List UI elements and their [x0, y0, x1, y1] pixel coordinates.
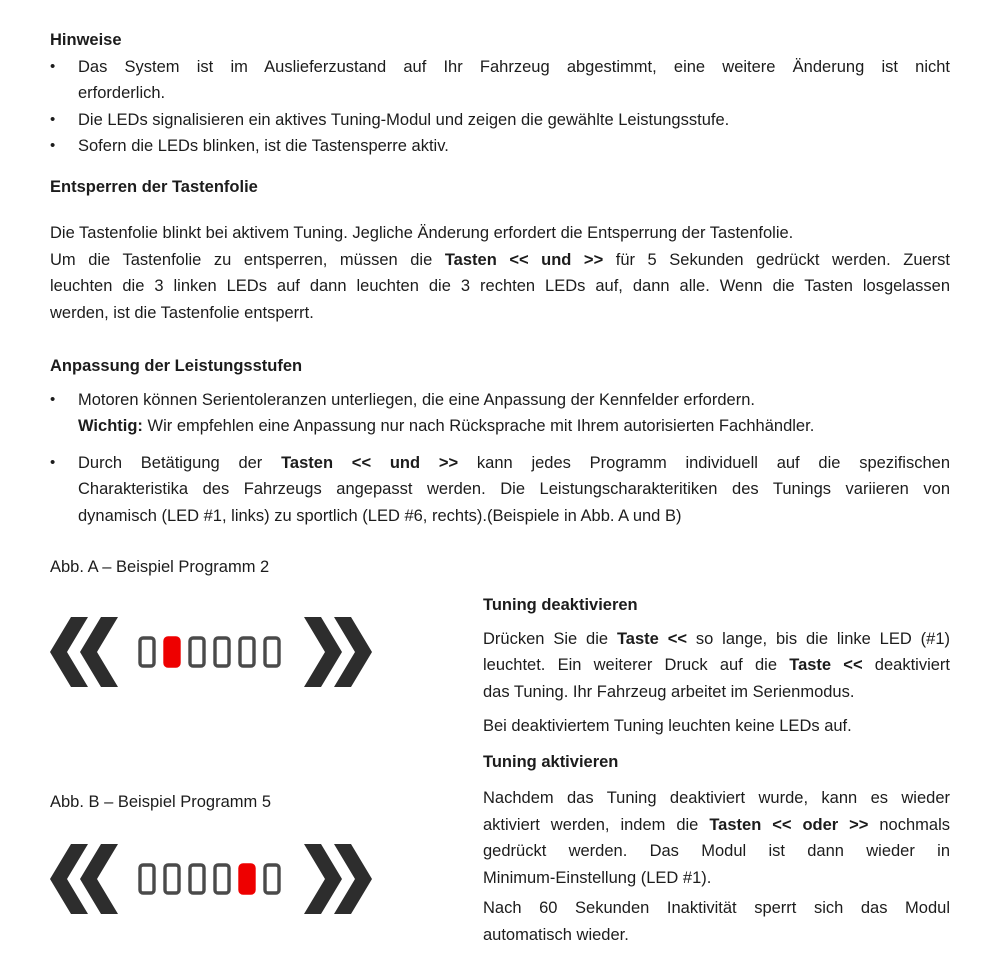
- chevron-double-left-icon: [50, 617, 118, 687]
- text-line: [78, 387, 950, 414]
- bullet-dot-icon: •: [50, 110, 56, 128]
- text-run: Charakteristika des Fahrzeugs angepasst werden. Die Leistungscharakteritiken des Tunings variieren von: [78, 480, 950, 498]
- text-run: kann jedes Programm individuell auf die spezifischen: [458, 453, 950, 472]
- text-run: Motoren können Serientoleranzen unterliegen, die eine Anpassung der Kennfelder erfordern.: [78, 390, 755, 409]
- led-indicator: [215, 638, 229, 666]
- bullet-text: [78, 107, 950, 134]
- text-line: [50, 300, 950, 327]
- text-line: [78, 80, 950, 107]
- text-run: aktiviert werden, indem die: [483, 815, 710, 834]
- text-run: Um die Tastenfolie zu entsperren, müssen die: [50, 250, 445, 269]
- text-run: Nachdem das Tuning deaktiviert wurde, kann es wieder: [483, 789, 950, 807]
- bold-text-run: Taste <<: [616, 629, 687, 648]
- led-indicator: [190, 865, 204, 893]
- led-row: [140, 865, 279, 893]
- text-run: Bei deaktiviertem Tuning leuchten keine LEDs auf.: [483, 717, 852, 735]
- heading-anpassung: Anpassung der Leistungsstufen: [50, 357, 303, 375]
- text-run: werden, ist die Tastenfolie entsperrt.: [50, 303, 314, 322]
- section-entsperren: [50, 174, 950, 327]
- instructions-column: [483, 592, 950, 948]
- text-run: das Tuning. Ihr Fahrzeug arbeitet im Serienmodus.: [483, 682, 855, 701]
- bold-text-run: Wichtig:: [78, 417, 143, 435]
- chevron-double-right-icon: [304, 844, 372, 914]
- text-line: [78, 450, 950, 477]
- text-run: Sofern die LEDs blinken, ist die Tastensperre aktiv.: [78, 137, 449, 155]
- text-line: [50, 220, 950, 247]
- bold-text-run: Tasten << und >>: [281, 453, 459, 472]
- led-indicator: [240, 638, 254, 666]
- bullet-dot-icon: •: [50, 453, 56, 471]
- text-run: Wir empfehlen eine Anpassung nur nach Rücksprache mit Ihrem autorisierten Fachhändler.: [142, 417, 815, 435]
- bullet-text: [78, 54, 950, 107]
- led-indicator: [265, 638, 279, 666]
- text-run: Drücken Sie die: [483, 629, 617, 648]
- led-indicator: [140, 865, 154, 893]
- text-line: [483, 865, 950, 892]
- heading-tuning-deaktivieren: Tuning deaktivieren: [483, 596, 638, 614]
- paragraph: [483, 713, 950, 740]
- led-display-figure-b: [50, 844, 374, 914]
- paragraph: [50, 220, 950, 326]
- text-run: Die LEDs signalisieren ein aktives Tuning-Modul und zeigen die gewählte Leistungsstufe.: [78, 110, 730, 129]
- text-run: gedrückt werden. Das Modul ist dann wieder in: [483, 842, 950, 860]
- chevron-double-left-icon: [50, 844, 118, 914]
- figure-column: [50, 554, 483, 914]
- text-run: Nach 60 Sekunden Inaktivität sperrt sich das Modul: [483, 899, 950, 917]
- figures-and-instructions-region: [50, 554, 950, 964]
- text-line: [50, 247, 950, 274]
- text-line: [483, 679, 950, 706]
- bullet-text: [78, 387, 950, 440]
- bullet-dot-icon: •: [50, 57, 56, 75]
- section-hinweise: [50, 27, 950, 160]
- bullet-item: [50, 54, 950, 107]
- text-run: automatisch wieder.: [483, 925, 629, 944]
- text-run: deaktiviert: [862, 656, 950, 674]
- bullet-text: [78, 133, 950, 160]
- section-anpassung: [50, 353, 950, 529]
- text-line: [483, 713, 950, 740]
- bullet-item: [50, 387, 950, 440]
- led-indicator: [240, 865, 254, 893]
- led-indicator: [165, 865, 179, 893]
- bold-text-run: Taste <<: [789, 656, 863, 674]
- paragraph: [483, 895, 950, 948]
- text-line: [483, 626, 950, 653]
- bullet-item: [50, 450, 950, 530]
- text-run: für 5 Sekunden gedrückt werden. Zuerst: [603, 250, 950, 269]
- text-line: [483, 812, 950, 839]
- bold-text-run: Tasten << oder >>: [709, 815, 869, 834]
- text-line: [78, 133, 950, 160]
- led-indicator: [215, 865, 229, 893]
- text-run: dynamisch (LED #1, links) zu sportlich (LED #6, rechts).(Beispiele in Abb. A und B): [78, 506, 682, 525]
- bullet-text: [78, 450, 950, 530]
- text-line: [78, 107, 950, 134]
- text-run: erforderlich.: [78, 84, 166, 102]
- text-run: leuchten die 3 linken LEDs auf dann leuchten die 3 rechten LEDs auf, dann alle. Wenn die Tasten losgelassen: [50, 277, 950, 295]
- chevron-double-right-icon: [304, 617, 372, 687]
- bullet-item: [50, 107, 950, 134]
- figure-b-label: Abb. B – Beispiel Programm 5: [50, 792, 272, 811]
- paragraph: [483, 785, 950, 891]
- bold-text-run: Tasten << und >>: [444, 250, 604, 269]
- text-run: so lange, bis die linke LED (#1): [686, 629, 951, 648]
- text-line: [483, 895, 950, 922]
- led-indicator: [140, 638, 154, 666]
- paragraph: [483, 626, 950, 706]
- text-line: [483, 838, 950, 865]
- text-line: [483, 652, 950, 679]
- figure-a-label: Abb. A – Beispiel Programm 2: [50, 558, 270, 576]
- heading-entsperren: Entsperren der Tastenfolie: [50, 177, 258, 196]
- bullet-dot-icon: •: [50, 390, 56, 408]
- bullet-item: [50, 133, 950, 160]
- text-run: Die Tastenfolie blinkt bei aktivem Tuning. Jegliche Änderung erfordert die Entsperrung der Tastenfolie.: [50, 224, 794, 242]
- text-run: leuchtet. Ein weiterer Druck auf die: [483, 656, 790, 674]
- text-run: Minimum-Einstellung (LED #1).: [483, 868, 712, 887]
- text-run: Durch Betätigung der: [78, 453, 282, 472]
- led-indicator: [190, 638, 204, 666]
- bullet-dot-icon: •: [50, 137, 56, 154]
- led-indicator: [265, 865, 279, 893]
- led-indicator: [165, 638, 179, 666]
- heading-tuning-aktivieren: Tuning aktivieren: [483, 753, 619, 771]
- text-line: [50, 273, 950, 300]
- text-line: [483, 922, 950, 949]
- led-row: [140, 638, 279, 666]
- text-line: [78, 413, 950, 440]
- text-line: [78, 476, 950, 503]
- text-line: [78, 54, 950, 81]
- text-line: [78, 503, 950, 530]
- text-run: Das System ist im Auslieferzustand auf Ihr Fahrzeug abgestimmt, eine weitere Änderung ist nicht: [78, 57, 950, 76]
- heading-hinweise: Hinweise: [50, 31, 122, 49]
- led-display-figure-a: [50, 617, 374, 687]
- text-line: [483, 785, 950, 812]
- text-run: nochmals: [868, 815, 950, 834]
